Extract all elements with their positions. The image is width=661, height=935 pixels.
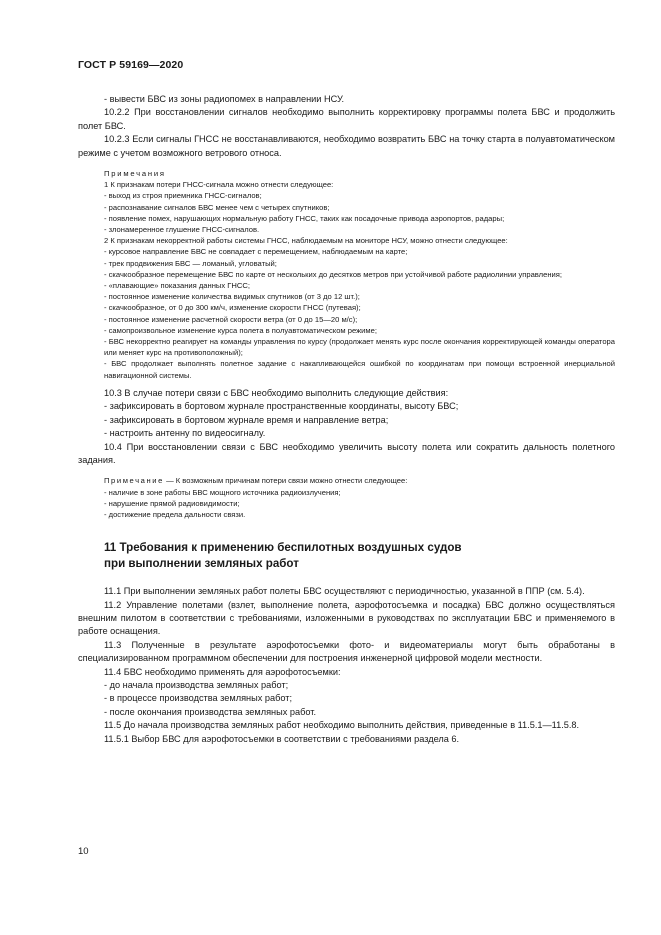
paragraph: 11.5 До начала производства земляных работ необходимо выполнить действия, приведенные в 11.5.1—11.5.8. — [104, 720, 580, 731]
list-item: - постоянное изменение расчетной скорости ветра (от 0 до 15—20 м/с); — [104, 314, 358, 324]
note-items — [78, 487, 615, 521]
list-item: - самопроизвольное изменение курса полета в полуавтоматическом режиме; — [104, 325, 377, 335]
section-title-line: при выполнении земляных работ — [104, 556, 299, 570]
block-11 — [78, 585, 615, 746]
list-item: - курсовое направление БВС не совпадает с перемещением, наблюдаемым на карте; — [104, 247, 408, 257]
list-item: - зафиксировать в бортовом журнале время и направление ветра; — [104, 414, 389, 425]
list-item: - настроить антенну по видеосигналу. — [104, 428, 266, 439]
list-item: - достижение предела дальности связи. — [104, 509, 246, 519]
list-item: - «плавающие» показания данных ГНСС; — [104, 281, 250, 291]
list-item: - БВС продолжает выполнять полетное задание с накапливающейся ошибкой по координатам при помощи встроенной инерциальной навигационной системы. — [104, 359, 615, 380]
paragraph: 11.4 БВС необходимо применять для аэрофотосъемки: — [104, 666, 341, 677]
paragraph: 2 К признакам некорректной работы системы ГНСС, наблюдаемым на мониторе НСУ, можно отнести следующее: — [104, 236, 508, 246]
page-number: 10 — [78, 846, 89, 857]
list-item: - злонамеренное глушение ГНСС-сигналов. — [104, 225, 260, 235]
paragraph: 10.2.3 Если сигналы ГНСС не восстанавливаются, необходимо возвратить БВС на точку старта в полуавтоматическом режиме с учетом возможного ветрового относа. — [78, 134, 615, 158]
section-title-line: 11 Требования к применению беспилотных воздушных судов — [104, 541, 462, 555]
list-item: - после окончания производства земляных работ. — [104, 706, 317, 717]
list-item: - скачкообразное перемещение БВС по карте от нескольких до десятков метров при устойчивой работе радиолинии управления; — [104, 269, 562, 279]
list-item: - скачкообразное, от 0 до 300 км/ч, изменение скорости ГНСС (путевая); — [104, 303, 361, 313]
list-item: - выход из строя приемника ГНСС-сигналов; — [104, 191, 262, 201]
note-heading: Примечания — [104, 169, 166, 179]
paragraph: 1 К признакам потери ГНСС-сигнала можно отнести следующее: — [104, 180, 334, 190]
block-10-3 — [78, 387, 615, 467]
list-item: - вывести БВС из зоны радиопомех в направлении НСУ. — [104, 94, 345, 104]
paragraph: 10.2.2 При восстановлении сигналов необходимо выполнить корректировку программы полета БВС и продолжить полет БВС. — [78, 107, 615, 131]
note-lead-paragraph — [78, 475, 615, 486]
paragraph: 11.2 Управление полетами (взлет, выполнение полета, аэрофотосъемка и посадка) БВС должно осуществляться внешним пилотом в соответствии с требованиями, изложенными в руководствах по эксплуатации БВС и применяемого в работе оснащения. — [78, 599, 615, 637]
note-items — [78, 179, 615, 381]
paragraph: 11.1 При выполнении земляных работ полеты БВС осуществляют с периодичностью, указанной в ППР (см. 5.4). — [104, 586, 585, 597]
paragraph: 11.3 Полученные в результате аэрофотосъемки фото- и видеоматериалы могут быть обработаны в специализированном программном обеспечении для построения инженерной цифровой модели местности. — [78, 639, 615, 664]
list-item: - появление помех, нарушающих нормальную работу ГНСС, таких как посадочные привода аэропортов, радары; — [104, 213, 505, 223]
list-item: - БВС некорректно реагирует на команды управления по курсу (продолжает менять курс после окончания корректирующей команды оператора или меняет курс на противоположный); — [104, 337, 615, 358]
list-item: - постоянное изменение количества видимых спутников (от 3 до 12 шт.); — [104, 292, 360, 302]
list-item: - в процессе производства земляных работ; — [104, 693, 293, 704]
list-item: - зафиксировать в бортовом журнале пространственные координаты, высоту БВС; — [104, 401, 459, 412]
document-header: ГОСТ Р 59169—2020 — [78, 59, 184, 71]
block-10-2 — [78, 93, 615, 160]
list-item: - до начала производства земляных работ; — [104, 679, 289, 690]
list-item: - трек продвижения БВС — ломаный, угловатый; — [104, 258, 277, 268]
document-body — [78, 93, 615, 746]
paragraph: 11.5.1 Выбор БВС для аэрофотосъемки в соответствии с требованиями раздела 6. — [104, 733, 460, 744]
paragraph: 10.3 В случае потери связи с БВС необходимо выполнить следующие действия: — [104, 387, 449, 398]
note-lead: — К возможным причинам потери связи можно отнести следующее: — [163, 476, 408, 486]
section-title — [104, 540, 615, 571]
list-item: - нарушение прямой радиовидимости; — [104, 498, 240, 508]
note-link-loss — [78, 475, 615, 520]
note-heading: Примечание — [104, 476, 164, 486]
list-item: - распознавание сигналов БВС менее чем с четырех спутников; — [104, 202, 330, 212]
paragraph: 10.4 При восстановлении связи с БВС необходимо увеличить высоту полета или сократить дальность полетного задания. — [78, 441, 615, 465]
list-item: - наличие в зоне работы БВС мощного источника радиоизлучения; — [104, 487, 341, 497]
note-gnss — [78, 168, 615, 381]
